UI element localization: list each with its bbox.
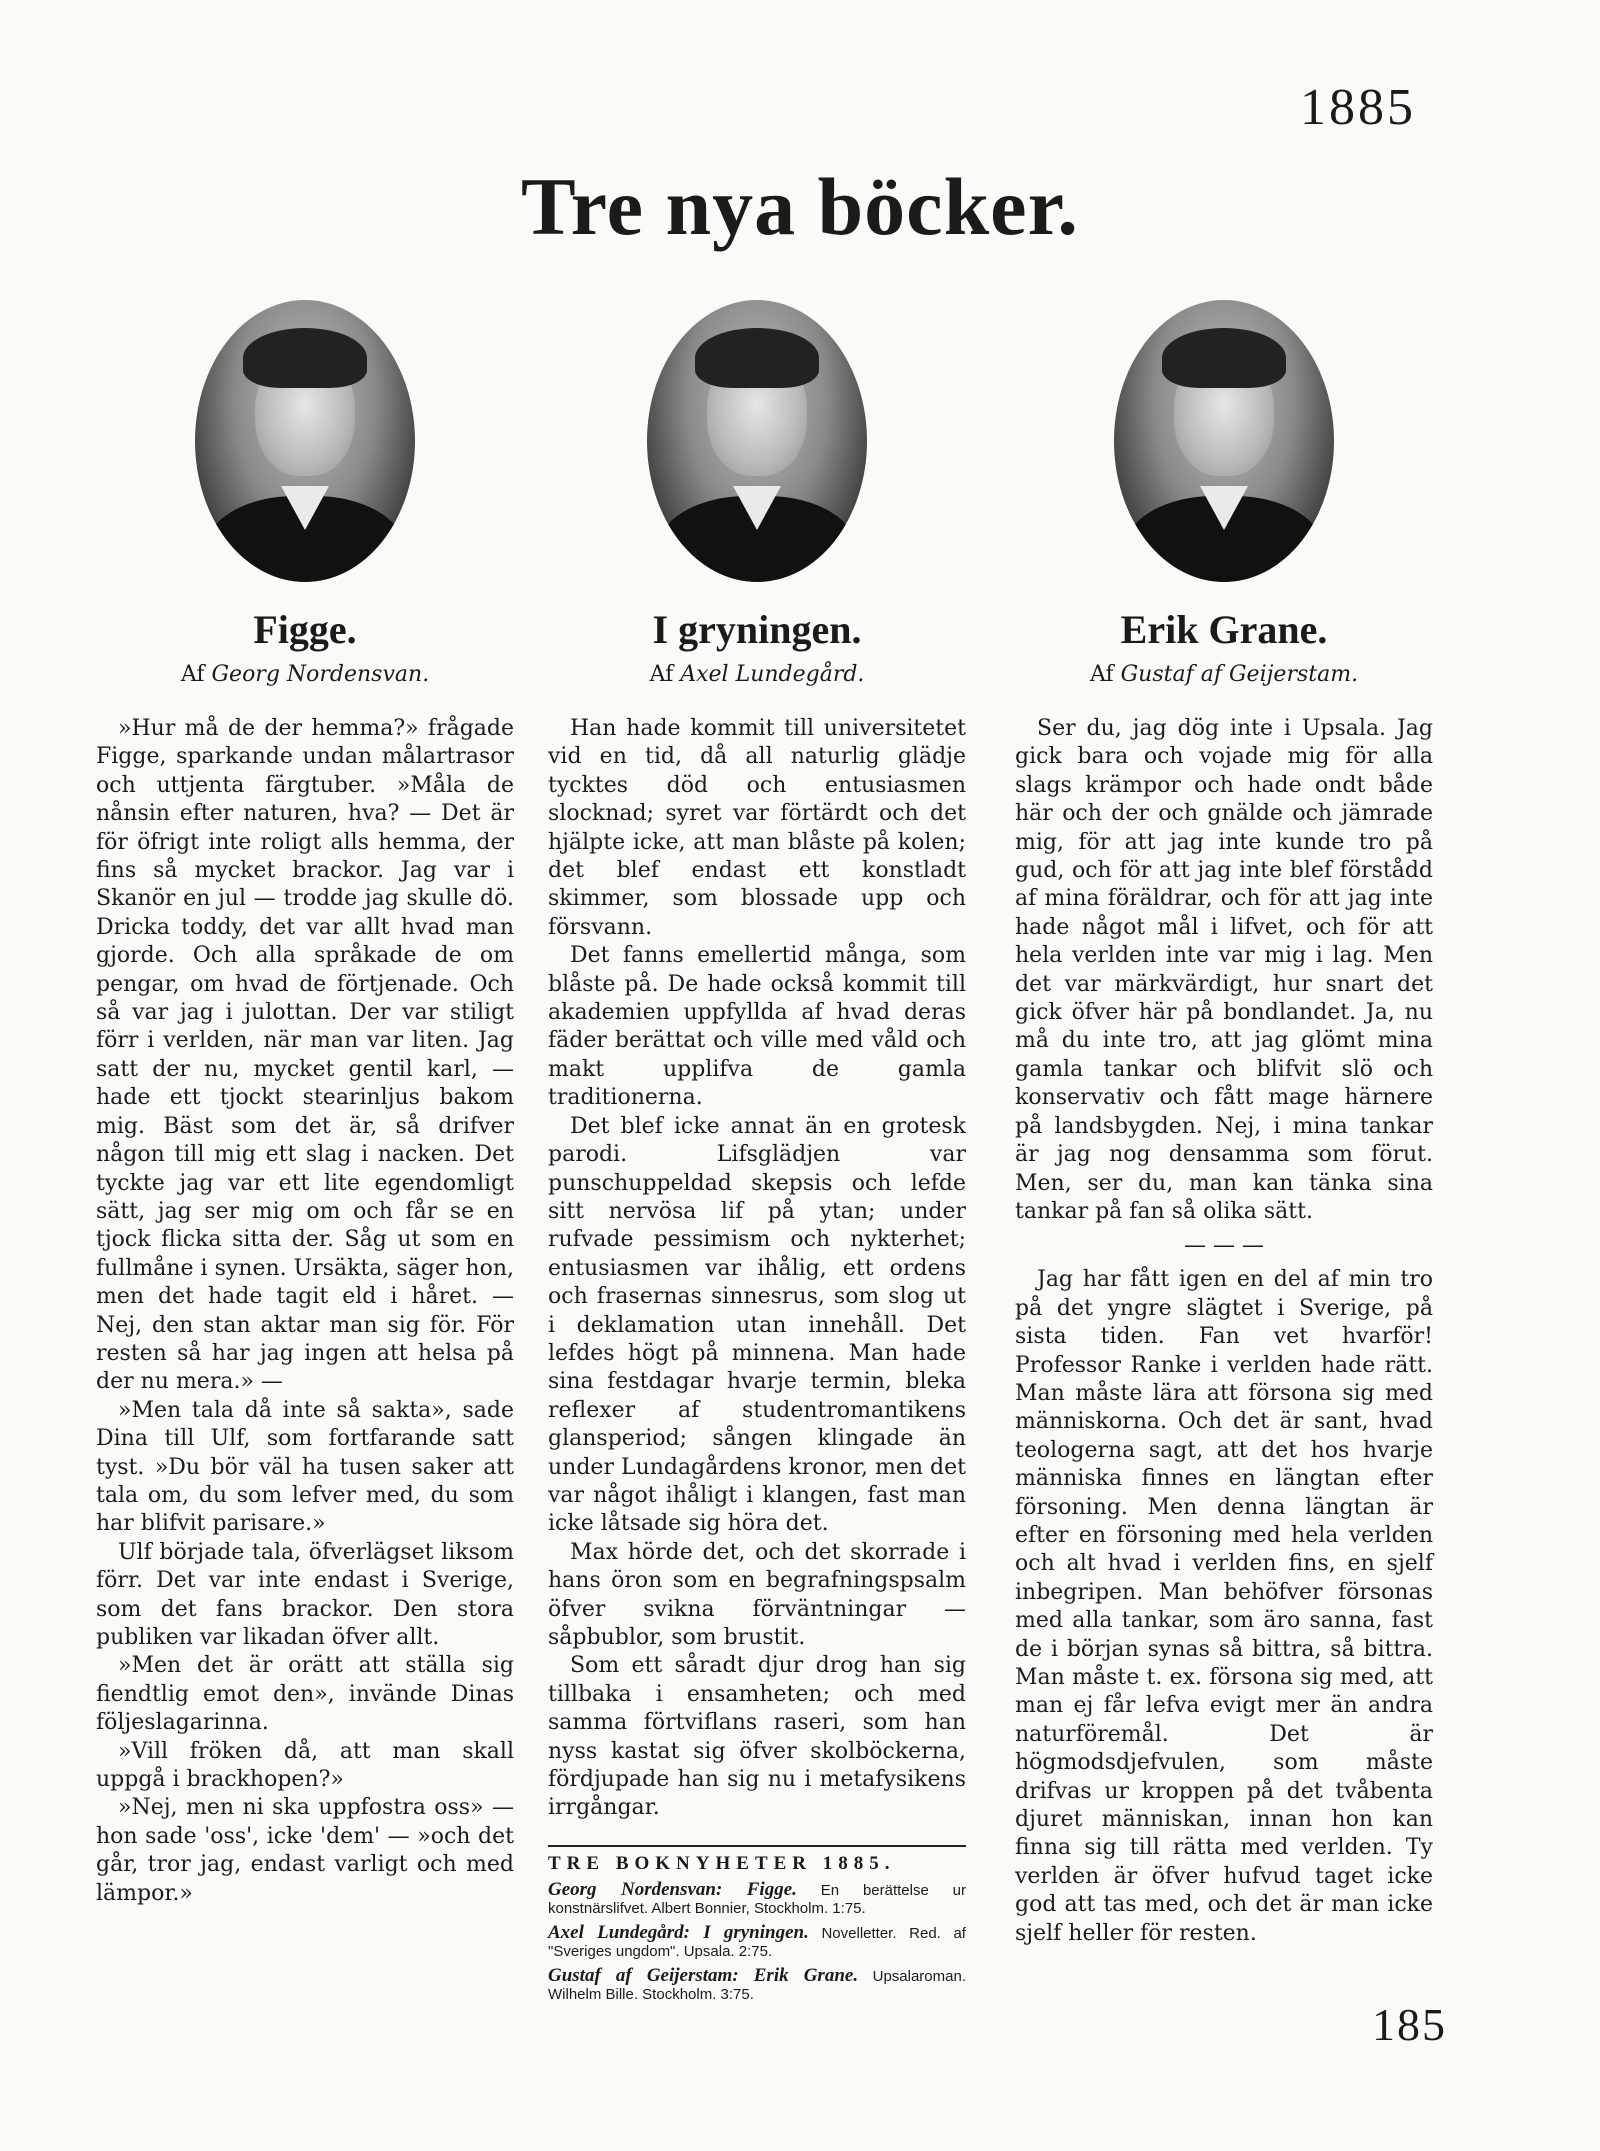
book-title: I gryningen. <box>652 607 862 652</box>
paragraph: »Vill fröken då, att man skall uppgå i brackhopen?» <box>96 1738 514 1793</box>
author-portrait <box>1114 300 1334 582</box>
byline <box>96 662 514 687</box>
page-title: Tre nya böcker. <box>521 161 1079 252</box>
paragraph: Ulf började tala, öfverlägset liksom förr. Det var inte endast i Sverige, som det fans brackor. Den stora publiken var likadan öfver allt. <box>96 1539 514 1650</box>
book-advert <box>548 1845 966 2004</box>
section-separator: — — — <box>1184 1233 1264 1259</box>
paragraph: Som ett såradt djur drog han sig tillbaka i ensamheten; och med samma förtviflans raseri, som han nyss kastat sig öfver skolböckerna, fördjupade han sig nu i metafysikens irrgångar. <box>548 1653 966 1821</box>
advert-entry <box>548 1964 966 2004</box>
paragraph: »Men det är orätt att ställa sig fiendtlig emot den», invände Dinas följeslagarinna. <box>96 1653 514 1736</box>
advert-entry-text: En berättelse ur konstnärslifvet. Albert Bonnier, Stockholm. 1:75. <box>548 1881 966 1917</box>
paragraph: Max hörde det, och det skorrade i hans öron som en begrafningspsalm öfver svikna förväntningar — såpbublor, som brustit. <box>548 1539 966 1650</box>
author-name: Gustaf af Geijerstam. <box>1120 662 1359 687</box>
author-name: Axel Lundegård. <box>680 662 865 687</box>
book-title: Figge. <box>253 607 357 652</box>
author-portrait <box>647 300 867 582</box>
paragraph: Ser du, jag dög inte i Upsala. Jag gick bara och vojade mig för alla slags krämpor och hade ondt både här och der och gnälde och jämrade mig, för att jag inte kunde tro på gud, och för att jag inte blef förstådd af mina föräldrar, och för att jag inte hade något mål i lifvet, och för att hela verlden inte var mig i lag. Men det var märkvärdigt, hur snart det gick öfver här på bondlandet. Ja, nu må du inte tro, att jag glömt mina gamla tankar och blifvit slö och konservativ och fått mage härnere på landsbygden. Nej, i mina tankar är jag nog densamma som förut. Men, ser du, man kan tänka sina tankar på fan så olika sätt. <box>1015 716 1433 1224</box>
byline <box>548 662 966 687</box>
paragraph: »Hur må de der hemma?» frågade Figge, sparkande undan målartrasor och uttjenta färgtuber. »Måla de nånsin efter naturen, hva? — Det är för öfrigt inte roligt alls hemma, der fins så mycket brackor. Jag var i Skanör en jul — trodde jag skulle dö. Dricka toddy, det var allt hvad man gjorde. Och alla språkade de om pengar, om hvad de förtjenade. Och så var jag i julottan. Der var stiligt förr i verlden, när man var liten. Jag satt der nu, mycket gentil karl, — hade ett tjockt stearinljus bakom mig. Bäst som det är, så drifver någon till mig ett slag i nacken. Det tyckte jag var ett lite egendomligt sätt, jag ser mig om och får se en tjock flicka sitta der. Såg ut som en fullmåne i synen. Ursäkta, säger hon, men det hade tagit eld i håret. — Nej, den stan aktar man sig för. För resten så har jag ingen att helsa på der nu mera.» — <box>96 716 514 1395</box>
byline <box>1015 662 1433 687</box>
column-erik-grane <box>1015 300 1433 1948</box>
paragraph: »Nej, men ni ska uppfostra oss» — hon sade 'oss', icke 'dem' — »och det går, tror jag, endast varligt och med lämpor.» <box>96 1795 514 1906</box>
advert-entry-text: Upsalaroman. Wilhelm Bille. Stockholm. 3:75. <box>548 1967 966 2003</box>
byline-prefix: Af <box>649 662 674 687</box>
paragraph: Det fanns emellertid många, som blåste på. De hade också kommit till akademien uppfyllda af hvad deras fäder berättat och ville med våld och makt upplifva de gamla traditionerna. <box>548 943 966 1111</box>
paragraph: Det blef icke annat än en grotesk parodi. Lifsglädjen var punschuppeldad skepsis och lefde sitt nervösa lif på ytan; under rufvade pessimism och nykterhet; entusiasmen var ihålig, ett ordens och frasernas sinnesrus, som slog ut i deklamation utan innehåll. Det lefdes högt på minnena. Man hade sina festdagar hvarje termin, bleka reflexer af studentromantikens glansperiod; sången klingade än under Lundagårdens kronor, men det var något ihåligt i klangen, fast man icke låtsade sig höra det. <box>548 1113 966 1537</box>
author-portrait <box>195 300 415 582</box>
advert-entry-title: Axel Lundegård: I gryningen. <box>548 1921 809 1943</box>
advert-entry <box>548 1921 966 1961</box>
advert-entry-title: Gustaf af Geijerstam: Erik Grane. <box>548 1964 859 1986</box>
page-number: 185 <box>1372 1999 1447 2050</box>
author-name: Georg Nordensvan. <box>211 662 430 687</box>
column-figge <box>96 300 514 1908</box>
byline-prefix: Af <box>180 662 205 687</box>
year-header: 1885 <box>1300 79 1416 136</box>
book-title: Erik Grane. <box>1120 607 1328 652</box>
advert-entry-title: Georg Nordensvan: Figge. <box>548 1878 797 1900</box>
article-body <box>548 715 966 1823</box>
advert-heading: TRE BOKNYHETER 1885. <box>548 1852 896 1874</box>
advert-entry <box>548 1878 966 1918</box>
paragraph: Han hade kommit till universitetet vid en tid, då all naturlig glädje tycktes död och entusiasmen slocknad; syret var förtärdt och det hjälpte icke, att man blåste på kolen; det blef endast ett konstladt skimmer, som blossade upp och försvann. <box>548 716 966 940</box>
column-i-gryningen <box>548 300 966 2010</box>
byline-prefix: Af <box>1089 662 1114 687</box>
paragraph: »Men tala då inte så sakta», sade Dina till Ulf, som fortfarande satt tyst. »Du bör väl ha tusen saker att tala om, du som lefver med, du som har blifvit parisare.» <box>96 1397 514 1537</box>
article-body <box>1015 715 1433 1948</box>
article-body <box>96 715 514 1908</box>
paragraph: Jag har fått igen en del af min tro på det yngre slägtet i Sverige, på sista tiden. Fan vet hvarför! Professor Ranke i verlden hade rätt. Man måste lära att försona sig med människorna. Och det är sant, hvad teologerna sagt, att det hos hvarje människa finnes en längtan efter försoning. Men denna längtan är efter en försoning med hela verlden och alt hvad i verlden fins, en sjelf inbegripen. Man behöfver försonas med alla tankar, som äro sanna, fast de i början synas så bittra, så bittra. Man måste t. ex. försona sig med, att man ej får lefva evigt mer än andra naturföremål. Det är högmodsdjefvulen, som måste drifvas ur kroppen på det tvåbenta djuret människan, innan hon kan finna sig till rätta med verlden. Ty verlden är öfver hufvud taget icke god att tas med, och det är man icke sjelf heller för resten. <box>1015 1267 1433 1946</box>
advert-entry-text: Novelletter. Red. af "Sveriges ungdom". Upsala. 2:75. <box>548 1924 966 1960</box>
